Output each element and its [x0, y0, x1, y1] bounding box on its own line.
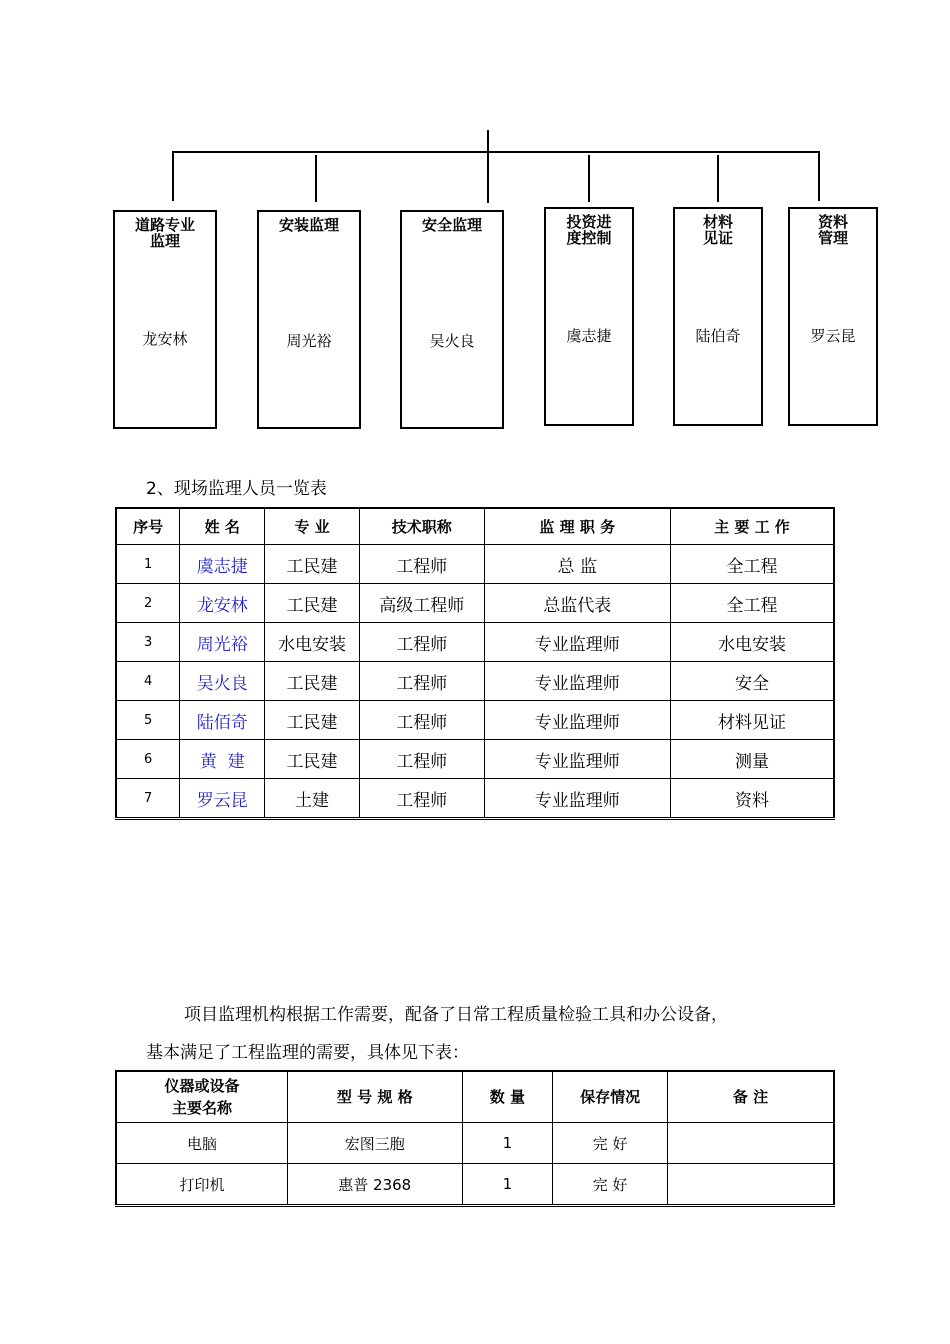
- header-line: 主要名称: [171, 1099, 232, 1117]
- staff-name: 吴火良: [180, 662, 265, 701]
- equipment-name: 电脑: [116, 1123, 287, 1164]
- staff-work: 水电安装: [670, 623, 834, 662]
- org-box-title: 道路专业监理: [134, 216, 195, 250]
- column-header: 技术职称: [359, 508, 484, 545]
- staff-title: 高级工程师: [359, 584, 484, 623]
- org-box-title: 材料见证: [703, 213, 734, 247]
- org-branch-line: [315, 155, 317, 202]
- staff-major: 土建: [265, 779, 360, 819]
- column-header: 姓 名: [180, 508, 265, 545]
- table-row: [116, 545, 834, 584]
- org-horizontal-line: [172, 151, 819, 153]
- org-box-person: 陆伯奇: [695, 327, 741, 345]
- org-box-title: 安装监理: [278, 216, 339, 234]
- org-box-title: 资料管理: [818, 213, 849, 247]
- table-row: [116, 662, 834, 701]
- staff-work: 全工程: [670, 584, 834, 623]
- table-row: [116, 1164, 834, 1206]
- staff-name: 虞志捷: [180, 545, 265, 584]
- column-header: 专 业: [265, 508, 360, 545]
- equipment-paragraph-line2: 基本满足了工程监理的需要，具体见下表：: [146, 1043, 469, 1063]
- table-header-row: [116, 1071, 834, 1123]
- column-header: 主 要 工 作: [670, 508, 834, 545]
- row-number: 2: [116, 584, 180, 623]
- org-box-person: 龙安林: [142, 330, 188, 348]
- table-header-row: [116, 508, 834, 545]
- table-row: [116, 779, 834, 819]
- staff-title: 工程师: [359, 623, 484, 662]
- equipment-qty: 1: [462, 1123, 553, 1164]
- section-heading: 2、现场监理人员一览表: [146, 479, 327, 499]
- org-branch-line: [172, 151, 174, 201]
- org-box-title: 投资进度控制: [566, 213, 612, 247]
- staff-work: 测量: [670, 740, 834, 779]
- staff-title: 工程师: [359, 701, 484, 740]
- equipment-note: [667, 1123, 834, 1164]
- equipment-status: 完 好: [553, 1164, 668, 1206]
- org-box-person: 虞志捷: [566, 327, 612, 345]
- staff-major: 工民建: [265, 584, 360, 623]
- staff-duty: 专业监理师: [484, 662, 670, 701]
- org-box-person: 罗云昆: [810, 327, 856, 345]
- equipment-table: [115, 1070, 835, 1207]
- column-header: 序号: [116, 508, 180, 545]
- column-header: 备 注: [667, 1071, 834, 1123]
- staff-major: 工民建: [265, 545, 360, 584]
- row-number: 5: [116, 701, 180, 740]
- equipment-paragraph-line1: 项目监理机构根据工作需要，配备了日常工程质量检验工具和办公设备，: [184, 1005, 728, 1025]
- staff-major: 水电安装: [265, 623, 360, 662]
- staff-duty: 总 监: [484, 545, 670, 584]
- column-header: 型 号 规 格: [287, 1071, 462, 1123]
- staff-duty: 专业监理师: [484, 779, 670, 819]
- org-box-documents: [788, 207, 878, 426]
- staff-work: 材料见证: [670, 701, 834, 740]
- org-box-road: [113, 210, 217, 429]
- row-number: 1: [116, 545, 180, 584]
- staff-name: 龙安林: [180, 584, 265, 623]
- staff-duty: 专业监理师: [484, 701, 670, 740]
- table-row: [116, 584, 834, 623]
- row-number: 4: [116, 662, 180, 701]
- staff-name: 陆佰奇: [180, 701, 265, 740]
- org-branch-line: [717, 155, 719, 202]
- staff-title: 工程师: [359, 779, 484, 819]
- org-box-safety: [400, 210, 504, 429]
- org-branch-line: [588, 155, 590, 202]
- staff-name: 周光裕: [180, 623, 265, 662]
- row-number: 3: [116, 623, 180, 662]
- staff-name: 罗云昆: [180, 779, 265, 819]
- table-row: [116, 740, 834, 779]
- staff-major: 工民建: [265, 662, 360, 701]
- staff-name: 黄 建: [180, 740, 265, 779]
- staff-title: 工程师: [359, 740, 484, 779]
- staff-duty: 总监代表: [484, 584, 670, 623]
- column-header: 数 量: [462, 1071, 553, 1123]
- staff-title: 工程师: [359, 545, 484, 584]
- staff-title: 工程师: [359, 662, 484, 701]
- staff-major: 工民建: [265, 701, 360, 740]
- org-box-installation: [257, 210, 361, 429]
- org-box-person: 周光裕: [286, 332, 332, 350]
- staff-work: 全工程: [670, 545, 834, 584]
- staff-work: 资料: [670, 779, 834, 819]
- org-box-material: [673, 207, 763, 426]
- column-header-equipment-name: [116, 1071, 287, 1123]
- equipment-model: 惠普 2368: [287, 1164, 462, 1206]
- staff-table: [115, 507, 835, 820]
- column-header: 保存情况: [553, 1071, 668, 1123]
- org-trunk-line: [487, 130, 489, 203]
- org-box-person: 吴火良: [429, 332, 475, 350]
- staff-duty: 专业监理师: [484, 623, 670, 662]
- table-row: [116, 701, 834, 740]
- org-branch-line: [818, 151, 820, 201]
- staff-duty: 专业监理师: [484, 740, 670, 779]
- table-row: [116, 1123, 834, 1164]
- equipment-name: 打印机: [116, 1164, 287, 1206]
- org-box-title: 安全监理: [421, 216, 482, 234]
- staff-work: 安全: [670, 662, 834, 701]
- staff-major: 工民建: [265, 740, 360, 779]
- column-header: 监 理 职 务: [484, 508, 670, 545]
- equipment-qty: 1: [462, 1164, 553, 1206]
- header-line: 仪器或设备: [164, 1077, 240, 1095]
- equipment-model: 宏图三胞: [287, 1123, 462, 1164]
- equipment-note: [667, 1164, 834, 1206]
- org-box-investment: [544, 207, 634, 426]
- row-number: 6: [116, 740, 180, 779]
- table-row: [116, 623, 834, 662]
- equipment-status: 完 好: [553, 1123, 668, 1164]
- row-number: 7: [116, 779, 180, 819]
